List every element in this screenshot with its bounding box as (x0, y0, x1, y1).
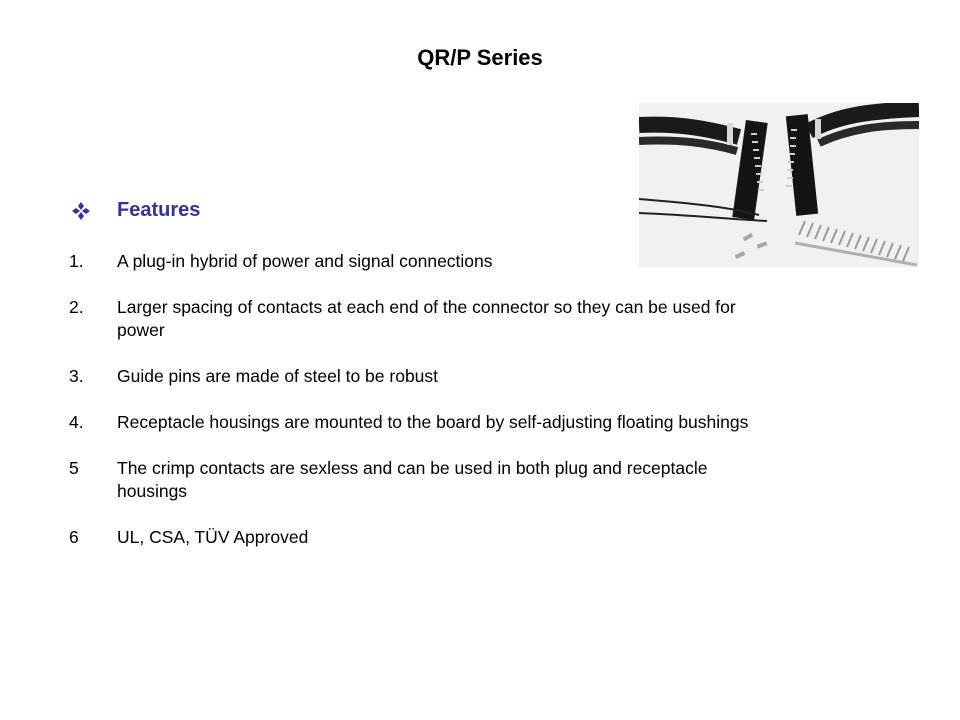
feature-item (69, 365, 769, 388)
feature-number: 3. (69, 366, 84, 386)
feature-number: 5 (69, 458, 79, 478)
feature-item (69, 296, 769, 342)
connector-illustration (639, 103, 919, 267)
feature-item (69, 526, 769, 549)
page-title: QR/P Series (417, 45, 543, 70)
features-heading-row (72, 199, 200, 222)
feature-text: The crimp contacts are sexless and can be used in both plug and receptacle housings (117, 458, 708, 501)
diamond-bullet-icon (72, 202, 90, 220)
feature-text: Receptacle housings are mounted to the board by self-adjusting floating bushings (117, 412, 749, 432)
feature-number: 6 (69, 527, 79, 547)
feature-number: 1. (69, 251, 84, 271)
feature-number: 4. (69, 412, 84, 432)
features-list (69, 250, 769, 572)
features-heading: Features (117, 199, 201, 221)
feature-text: Guide pins are made of steel to be robust (117, 366, 439, 386)
feature-item (69, 457, 769, 503)
feature-item (69, 411, 769, 434)
feature-number: 2. (69, 297, 84, 317)
connector-product-photo (639, 103, 919, 267)
feature-text: Larger spacing of contacts at each end of the connector so they can be used for power (117, 297, 736, 340)
feature-text: UL, CSA, TÜV Approved (117, 527, 309, 547)
feature-text: A plug-in hybrid of power and signal connections (117, 251, 493, 271)
feature-item (69, 250, 769, 273)
